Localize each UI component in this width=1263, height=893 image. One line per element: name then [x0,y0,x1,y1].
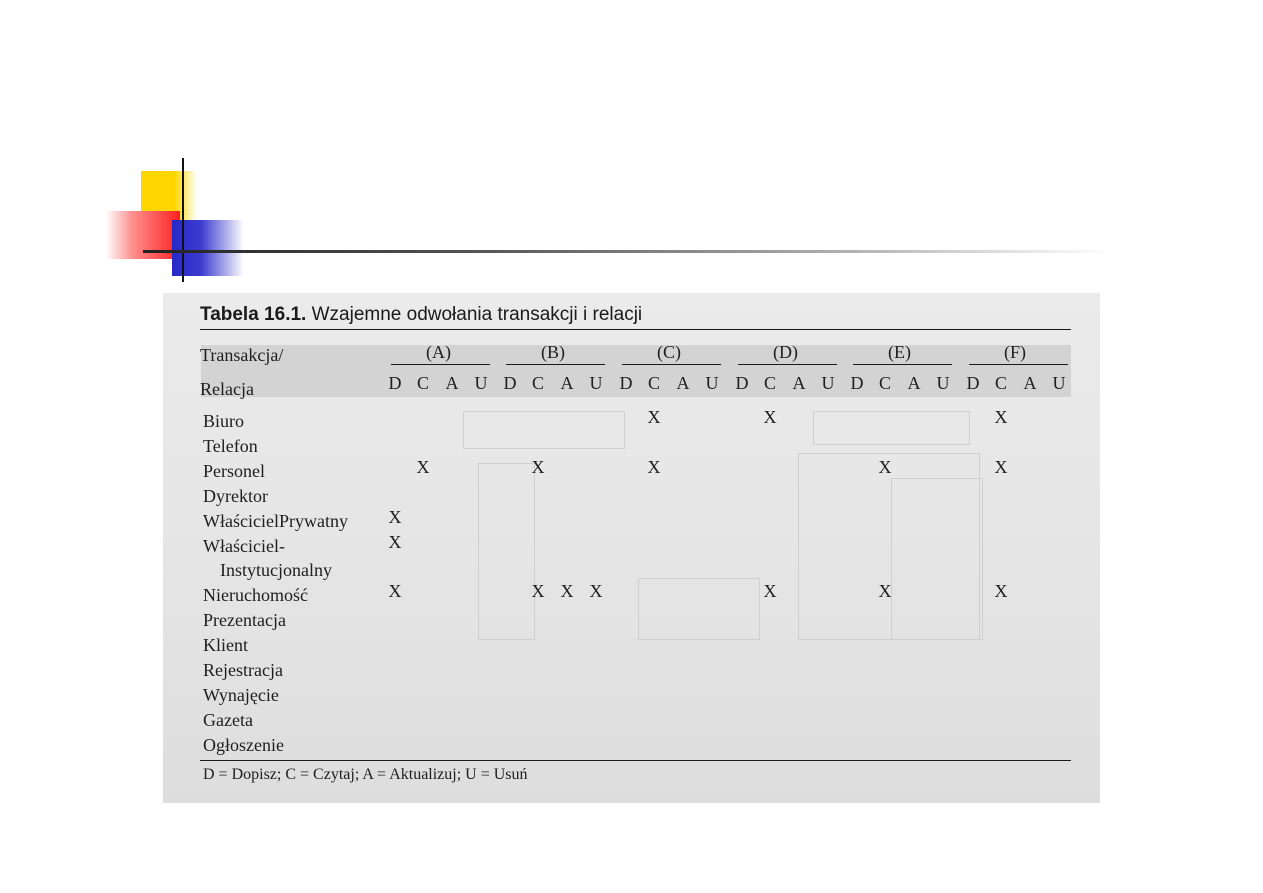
group-label: (A) [426,342,451,362]
operation-header: C [878,373,891,393]
operation-header: C [994,373,1007,393]
caption-number: Tabela 16.1. [200,304,307,325]
operation-header: U [589,373,603,393]
operation-header: D [388,373,402,393]
scanned-table-image [163,293,1100,803]
access-mark: X [531,456,545,477]
access-mark: X [388,531,402,552]
bottom-rule [200,760,1071,761]
relation-label: Właściciel- [203,535,285,556]
bleed-through-box [463,411,625,449]
operation-header: C [647,373,660,393]
operation-header: D [850,373,864,393]
operation-header: U [705,373,719,393]
relation-label: Gazeta [203,709,253,730]
operation-header: D [503,373,517,393]
top-rule [200,329,1071,330]
access-mark: X [560,581,574,602]
relation-label: Nieruchomość [203,585,308,606]
operation-header: D [735,373,749,393]
relation-label: Personel [203,460,265,481]
access-mark: X [589,581,603,602]
relation-label: Instytucjonalny [220,560,332,581]
operation-header: U [474,373,488,393]
operation-header: U [1052,373,1066,393]
access-mark: X [647,456,661,477]
relation-label: Telefon [203,435,258,456]
group-label: (B) [541,342,565,362]
access-mark: X [531,581,545,602]
group-label: (C) [657,342,681,362]
bleed-through-box [478,463,535,640]
group-rule [738,364,837,365]
operation-header: U [821,373,835,393]
access-mark: X [763,407,777,427]
group-label: (D) [773,342,798,362]
operation-header: C [531,373,544,393]
operation-header: A [445,373,459,393]
relation-label: Prezentacja [203,610,286,631]
relation-label: WłaścicielPrywatny [203,510,348,531]
relation-label: Dyrektor [203,485,268,506]
access-mark: X [878,581,892,602]
group-rule [506,364,605,365]
relation-label: Biuro [203,411,245,431]
access-mark: X [994,456,1008,477]
relation-label: Ogłoszenie [203,734,284,755]
operation-header: D [966,373,980,393]
bleed-through-box [891,478,983,640]
bleed-through-box [638,578,760,640]
slide-title-underline [143,250,1113,253]
access-mark: X [416,456,430,477]
access-mark: X [388,506,402,527]
access-mark: X [763,581,777,602]
operation-header: D [619,373,633,393]
relation-label: Rejestracja [203,660,283,680]
header-transakcja: Transakcja/ [200,345,284,365]
operation-header: A [792,373,806,393]
table-caption [200,304,642,326]
group-rule [853,364,952,365]
operation-header: C [763,373,776,393]
access-mark: X [994,581,1008,602]
access-mark: X [647,407,661,427]
operation-header: U [936,373,950,393]
legend: D = Dopisz; C = Czytaj; A = Aktualizuj; U = Usuń [203,766,528,783]
group-rule [391,364,490,365]
slide-decoration-vertical-line [182,158,184,282]
group-label: (F) [1004,342,1026,362]
operation-header: A [1023,373,1037,393]
access-mark: X [388,581,402,602]
header-relacja: Relacja [200,379,254,399]
bleed-through-box [813,411,970,445]
access-mark: X [994,407,1008,427]
operation-header: C [416,373,429,393]
relation-label: Klient [203,635,248,656]
caption-title: Wzajemne odwołania transakcji i relacji [306,304,643,325]
operation-header: A [560,373,574,393]
group-label: (E) [888,342,911,362]
group-rule [969,364,1068,365]
relation-label: Wynajęcie [203,684,279,705]
access-mark: X [878,456,892,477]
group-rule [622,364,721,365]
operation-header: A [907,373,921,393]
operation-header: A [676,373,690,393]
